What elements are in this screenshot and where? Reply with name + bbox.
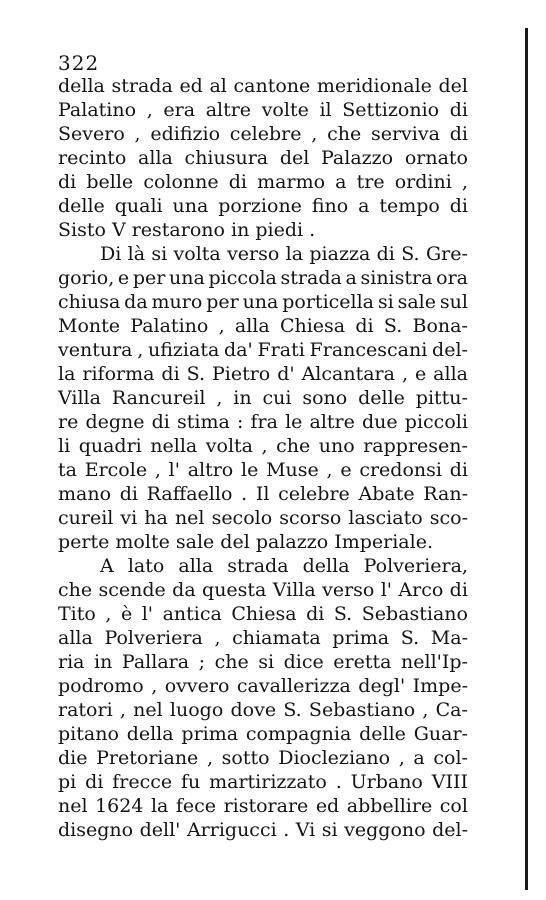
book-page <box>58 52 468 842</box>
text-line: la riforma di S. Pietro d' Alcantara , e alla <box>58 363 468 385</box>
scan-edge-line <box>525 28 528 890</box>
text-line: ratori , nel luogo dove S. Sebastiano , Ca- <box>58 699 468 721</box>
page-number: 322 <box>58 51 100 75</box>
text-line: mano di Raffaello . Il celebre Abate Ran- <box>58 483 468 505</box>
text-line: Monte Palatino , alla Chiesa di S. Bona- <box>58 315 468 337</box>
text-line: di belle colonne di marmo a tre ordini , <box>58 171 468 193</box>
text-line: Villa Rancureil , in cui sono delle pittu- <box>58 387 468 409</box>
text-line: Tito , è l' antica Chiesa di S. Sebastiano <box>58 603 468 625</box>
text-line: della strada ed al cantone meridionale del <box>58 75 468 97</box>
text-line: die Pretoriane , sotto Diocleziano , a col- <box>58 747 468 769</box>
text-line: cureil vi ha nel secolo scorso lasciato sco- <box>58 507 468 529</box>
text-line: chiusa da muro per una porticella si sale sul <box>58 291 468 313</box>
text-line: Di là si volta verso la piazza di S. Gre- <box>100 243 468 265</box>
text-line: Severo , edifizio celebre , che serviva di <box>58 123 468 145</box>
text-line: delle quali una porzione fino a tempo di <box>58 195 468 217</box>
text-line: re degne di stima : fra le altre due piccoli <box>58 411 468 433</box>
text-line: alla Polveriera , chiamata prima S. Ma- <box>58 627 468 649</box>
text-line: Sisto V restarono in piedi . <box>58 219 316 241</box>
text-line: che scende da questa Villa verso l' Arco di <box>58 579 468 601</box>
text-line: pi di frecce fu martirizzato . Urbano VIII <box>58 771 468 793</box>
text-line: ventura , ufiziata da' Frati Francescani del- <box>58 339 468 361</box>
text-line: disegno dell' Arrigucci . Vi si veggono del- <box>58 819 468 841</box>
text-line: perte molte sale del palazzo Imperiale. <box>58 531 433 553</box>
text-line: ta Ercole , l' altro le Muse , e credonsi di <box>58 459 468 481</box>
text-line: A lato alla strada della Polveriera, <box>100 555 468 577</box>
text-line: nel 1624 la fece ristorare ed abbellire col <box>58 795 468 817</box>
text-line: recinto alla chiusura del Palazzo ornato <box>58 147 468 169</box>
text-line: ria in Pallara ; che si dice eretta nell'Ip- <box>58 651 468 673</box>
text-line: gorio, e per una piccola strada a sinistra ora <box>58 267 468 289</box>
text-line: Palatino , era altre volte il Settizonio di <box>58 99 468 121</box>
text-line: pitano della prima compagnia delle Guar- <box>58 723 468 745</box>
text-line: podromo , ovvero cavallerizza degl' Impe- <box>58 675 468 697</box>
page-body-text <box>58 74 468 842</box>
text-line: li quadri nella volta , che uno rappresen- <box>58 435 468 457</box>
